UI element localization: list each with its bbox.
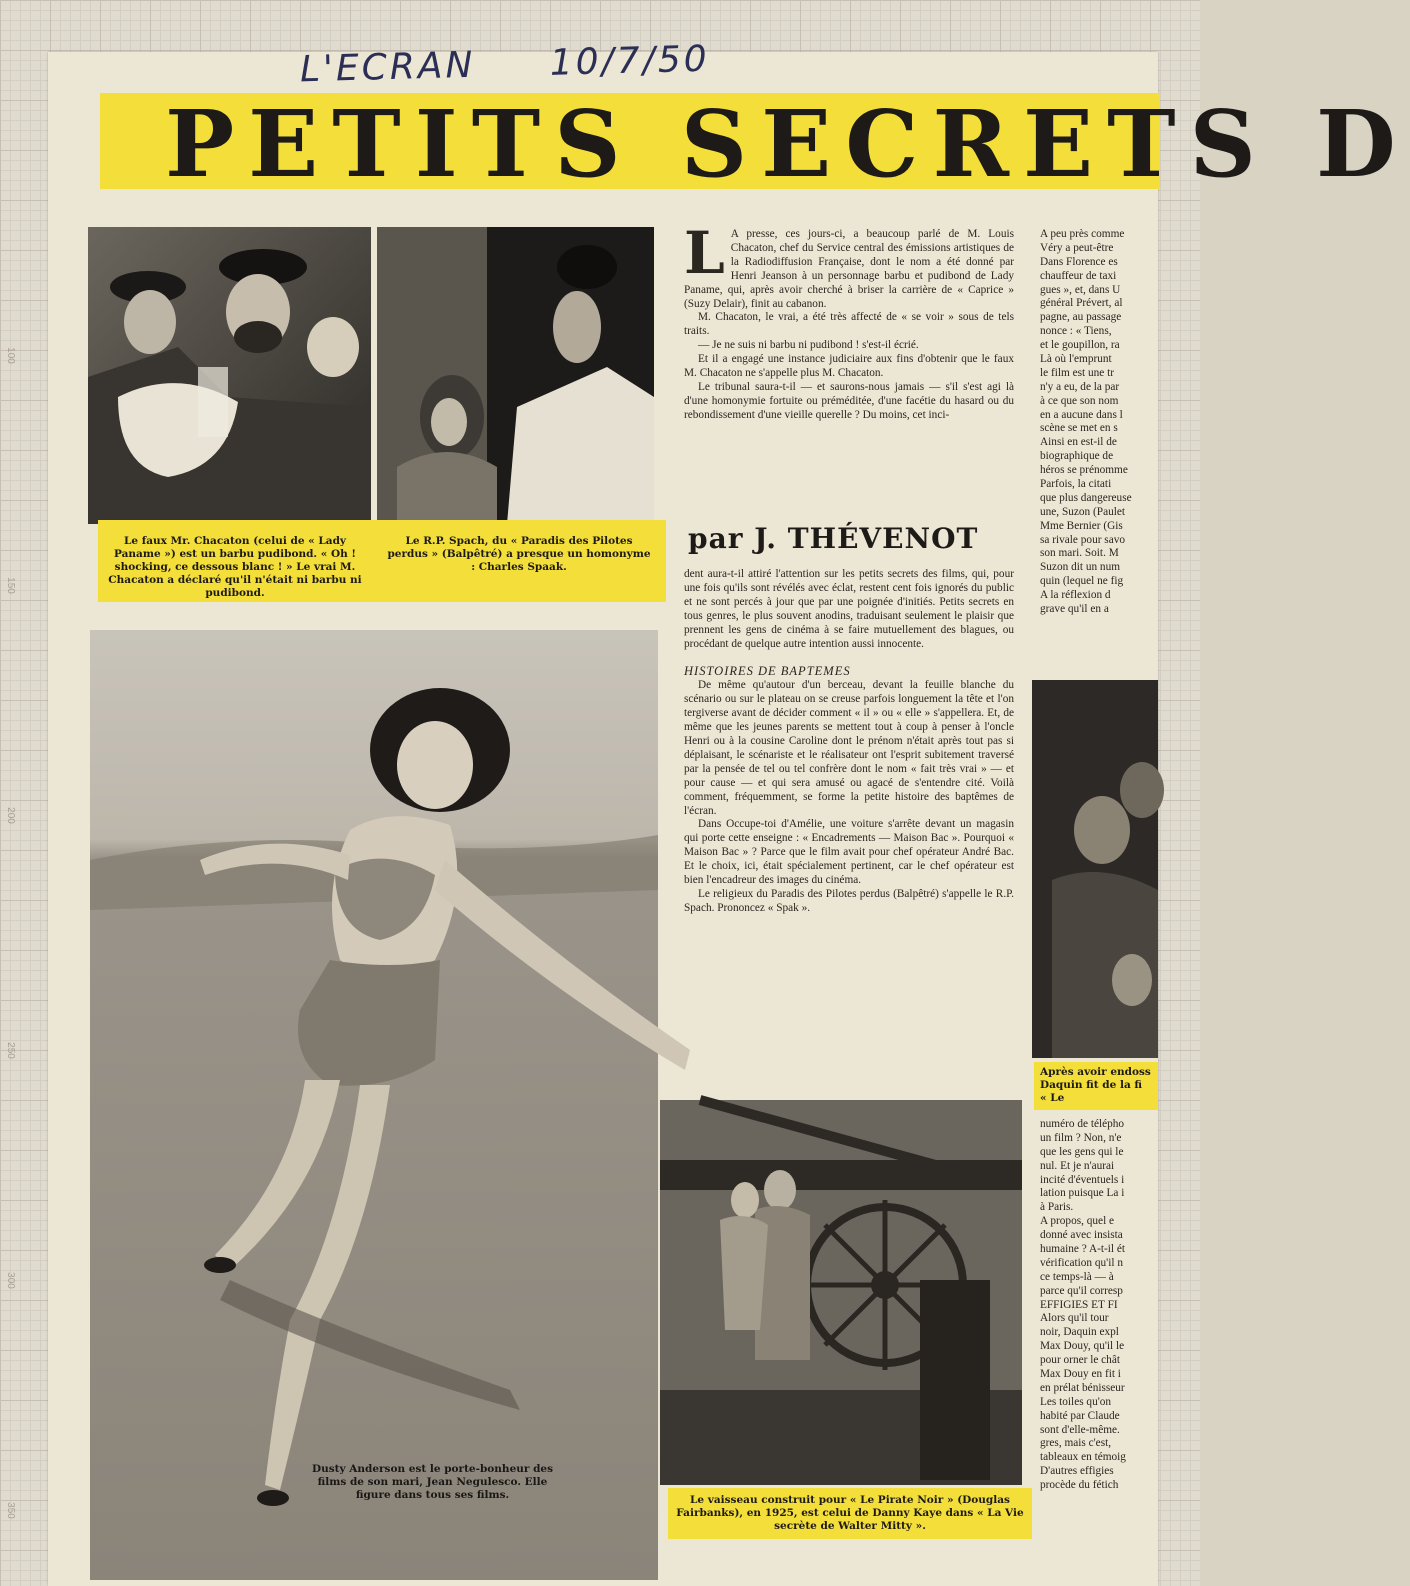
cut-column-bottom — [1040, 1118, 1158, 1493]
cut-column-line: héros se prénomme — [1040, 464, 1128, 477]
cut-column-line: Alors qu'il tour — [1040, 1312, 1109, 1325]
cut-column-line: n'y a eu, de la par — [1040, 380, 1120, 393]
cut-column-line: Les toiles qu'on — [1040, 1395, 1112, 1408]
cut-column-line: habité par Claude — [1040, 1409, 1120, 1422]
cut-column-line: quin (lequel ne fig — [1040, 575, 1124, 588]
cut-column-line: donné avec insista — [1040, 1229, 1123, 1242]
cut-column-line: à Paris. — [1040, 1201, 1074, 1214]
article-para-2: M. Chacaton, le vrai, a été très affecté de « se voir » sous de tels traits. — [684, 311, 1014, 338]
cut-column-line: et le goupillon, ra — [1040, 339, 1120, 352]
cut-column-line: général Prévert, al — [1040, 297, 1123, 310]
cut-column-line: incité d'éventuels i — [1040, 1173, 1125, 1186]
caption-photo-2: Le R.P. Spach, du « Paradis des Pilotes perdus » (Balpêtré) a presque un homonyme : Charles Spaak. — [387, 535, 651, 573]
ruler-mark: 150 — [4, 577, 16, 594]
cut-column-line: ce temps-là — à — [1040, 1270, 1114, 1283]
caption-photo-5: Après avoir endoss Daquin fit de la fi « Le — [1034, 1062, 1158, 1110]
ruler-mark: 100 — [4, 347, 16, 364]
cut-column-line: nul. Et je n'aurai — [1040, 1159, 1115, 1172]
article-subhead: HISTOIRES DE BAPTEMES — [684, 664, 851, 679]
cut-column-line: nonce : « Tiens, — [1040, 325, 1112, 338]
article-column-1 — [684, 219, 1014, 423]
cut-column-line: D'autres effigies — [1040, 1465, 1114, 1478]
cut-column-line: parce qu'il corresp — [1040, 1284, 1123, 1297]
photo-dusty-anderson — [90, 630, 658, 1580]
cut-column-line: à ce que son nom — [1040, 394, 1119, 407]
cut-column-line: biographique de — [1040, 450, 1114, 463]
cut-column-line: Dans Florence es — [1040, 255, 1118, 268]
cut-column-line: Max Douy, qu'il le — [1040, 1340, 1125, 1353]
byline: par J. THÉVENOT — [688, 522, 979, 555]
cut-column-line: noir, Daquin expl — [1040, 1326, 1119, 1339]
cut-column-line: gres, mais c'est, — [1040, 1437, 1112, 1450]
cut-column-line: gues », et, dans U — [1040, 283, 1121, 296]
photo-daquin-cut — [1032, 680, 1158, 1058]
cut-column-line: Max Douy en fit i — [1040, 1368, 1121, 1381]
cut-column-line: une, Suzon (Paulet — [1040, 505, 1126, 518]
cut-column-line: grave qu'il en a — [1040, 603, 1109, 616]
ruler-mark: 200 — [4, 807, 16, 824]
cut-column-line: Parfois, la citati — [1040, 478, 1112, 491]
cut-column-top — [1040, 228, 1158, 617]
handwritten-source: L'ECRAN — [299, 44, 476, 91]
ruler-mark: 350 — [4, 1502, 16, 1519]
cut-column-line: lation puisque La i — [1040, 1187, 1125, 1200]
photo-spach-scene — [377, 227, 654, 524]
article-para-6: dent aura-t-il attiré l'attention sur les petits secrets des films, qui, pour une fois qu'ils sont révélés avec éclat, restent cent fois ignorés du public et ne sont percés à jour que par une poignée d'initiés. Petits secrets en tous genres, le plus souvent anodins, traduisant seulement le plaisir que prennent les gens de cinéma à se faire mutuellement des blagues, ou procédant de quelque autre intention aussi innocente. — [684, 568, 1014, 650]
photo-pirate-ship — [660, 1100, 1022, 1485]
article-para-4: Et il a engagé une instance judiciaire aux fins d'obtenir que le faux M. Chacaton ne s'appelle plus M. Chacaton. — [684, 353, 1014, 380]
cut-column-line: A peu près comme — [1040, 228, 1125, 240]
cut-column-line: en a aucune dans l — [1040, 408, 1123, 421]
article-para-3: — Je ne suis ni barbu ni pudibond ! s'est-il écrié. — [698, 339, 919, 352]
cut-column-line: en prélat bénisseur — [1040, 1381, 1125, 1394]
article-para-7: De même qu'autour d'un berceau, devant la feuille blanche du scénario ou sur le plateau on se creuse parfois longuement la tête et l'on tergiverse avant de décider comment « il » ou « elle » s'appellera. Et, de même que les jeunes parents se mettent tout à coup à penser à l'oncle Henri ou à la cousine Caroline dont le prénom n'était après tout pas si déplaisant, le scénariste et le réalisateur ont l'esprit subitement traversé par la pensée de tel ou tel confrère dont le nom « fait très vrai » — et pour cause — et qui sera amusé ou agacé de s'entendre cité. Voilà comment, fréquemment, se forme la petite histoire des baptêmes de l'écran. — [684, 679, 1014, 817]
cut-column-line: le film est une tr — [1040, 366, 1115, 379]
cut-column-line: Véry a peut-être — [1040, 241, 1114, 254]
cut-column-line: Suzon dit un num — [1040, 561, 1121, 574]
ruler-mark: 250 — [4, 1042, 16, 1059]
cut-column-line: Là où l'emprunt — [1040, 353, 1112, 366]
cut-column-line: tableaux en témoig — [1040, 1451, 1126, 1464]
cut-column-line: pagne, au passage — [1040, 311, 1122, 324]
cut-column-line: son mari. Soit. M — [1040, 547, 1119, 560]
cut-column-line: chauffeur de taxi — [1040, 269, 1117, 282]
article-dropcap: L — [684, 219, 725, 287]
article-para-5: Le tribunal saura-t-il — et saurons-nous jamais — s'il s'est agi là d'une homonymie fortuite ou préméditée, d'une facétie du hasard ou du rebondissement d'une vieille querelle ? Du moins, cet inci- — [684, 380, 1014, 421]
photo-chacaton-crowd — [88, 227, 371, 524]
cut-column-line: que les gens qui le — [1040, 1145, 1124, 1158]
caption-photo-4: Le vaisseau construit pour « Le Pirate Noir » (Douglas Fairbanks), en 1925, est celui de Danny Kaye dans « La Vie secrète de Walter Mitty ». — [668, 1488, 1032, 1539]
cut-column-line: sont d'elle-même. — [1040, 1423, 1120, 1436]
cut-column-line: Ainsi en est-il de — [1040, 436, 1117, 449]
cut-column-line: un film ? Non, n'e — [1040, 1131, 1122, 1144]
cut-column-line: procède du fétich — [1040, 1479, 1119, 1492]
article-para-1: A presse, ces jours-ci, a beaucoup parlé de M. Louis Chacaton, chef du Service central des émissions artistiques de la Radiodiffusion Française, dont le nom a été donné par Henri Jeanson à un personnage barbu et pudibond de Lady Paname, qui, après avoir cherché à briser la carrière de « Caprice » (Suzy Delair), finit au cabanon. — [684, 228, 1014, 310]
cut-column-line: Mme Bernier (Gis — [1040, 519, 1123, 532]
headline: PETITS SECRETS D — [165, 90, 1410, 198]
article-column-2 — [684, 568, 1014, 916]
caption-photo-1: Le faux Mr. Chacaton (celui de « Lady Paname ») est un barbu pudibond. « Oh ! shocking, ce dessous blanc ! » Le vrai M. Chacaton a déclaré qu'il n'était ni barbu ni pudibond. — [108, 535, 362, 599]
article-para-9: Le religieux du Paradis des Pilotes perdus (Balpêtré) s'appelle le R.P. Spach. Prononcez « Spak ». — [684, 887, 1014, 914]
cut-column-line: que plus dangereuse — [1040, 491, 1132, 504]
cut-column-line: humaine ? A-t-il ét — [1040, 1243, 1126, 1256]
cut-column-line: scène se met en s — [1040, 422, 1118, 435]
caption-photo-3: Dusty Anderson est le porte-bonheur des films de son mari, Jean Negulesco. Elle figure dans tous ses films. — [311, 1463, 554, 1501]
cut-column-line: sa rivale pour savo — [1040, 533, 1126, 546]
cut-column-line: A la réflexion d — [1040, 589, 1111, 602]
article-para-8: Dans Occupe-toi d'Amélie, une voiture s'arrête devant un magasin qui porte cette enseigne : « Encadrements — Maison Bac ». Pourquoi « Maison Bac » ? Parce que le film avait pour chef opérateur André Bac. Et le choix, ici, était spécialement pertinent, car le chef opérateur est bien l'encadreur des images du cinéma. — [684, 818, 1014, 887]
ruler-mark: 300 — [4, 1272, 16, 1289]
cut-column-line: A propos, quel e — [1040, 1215, 1115, 1228]
cut-column-line: numéro de télépho — [1040, 1118, 1125, 1130]
cut-column-line: EFFIGIES ET FI — [1040, 1298, 1118, 1311]
cut-column-line: pour orner le chât — [1040, 1354, 1120, 1367]
handwritten-date: 10/7/50 — [549, 38, 711, 84]
cut-column-line: vérification qu'il n — [1040, 1256, 1123, 1269]
